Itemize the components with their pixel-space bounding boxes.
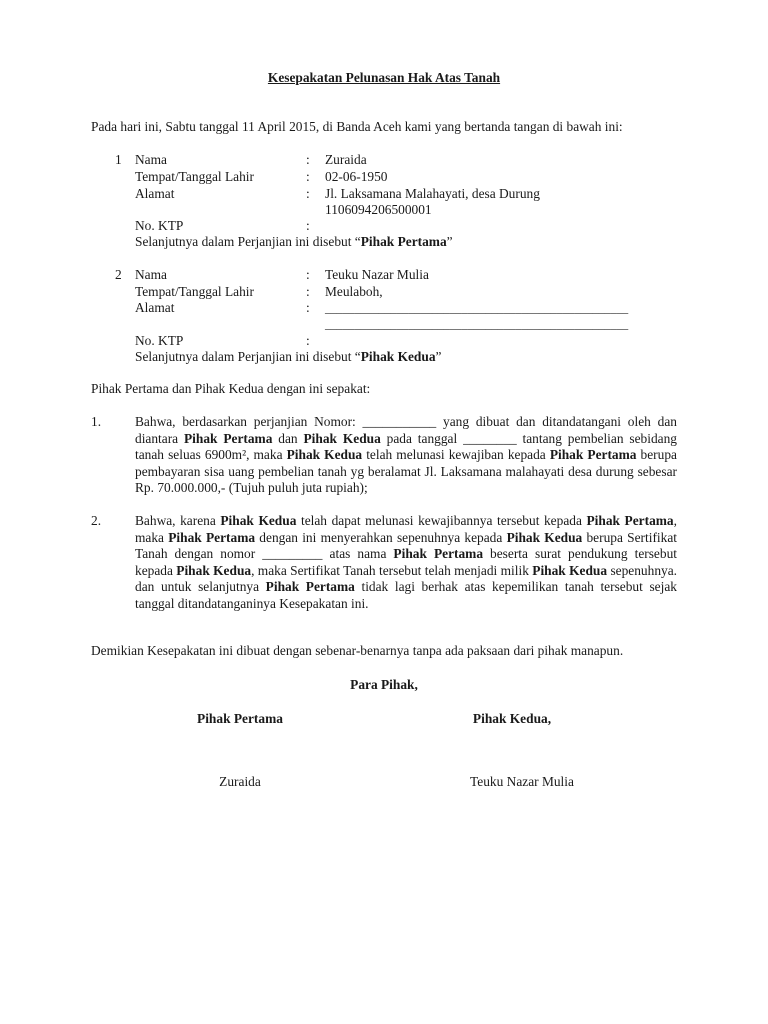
party-1-ttl-value: 02-06-1950	[325, 169, 388, 184]
clause-segment: sepenuhnya. dan untuk selanjutnya	[135, 562, 677, 595]
document-title: Kesepakatan Pelunasan Hak Atas Tanah	[267, 70, 501, 85]
party-reference: Pihak Kedua	[220, 513, 297, 528]
party-reference: Pihak Pertama	[586, 513, 674, 528]
clause-segment: pada tanggal ________ tantang pembelian sebidang tanah seluas 6900m², maka	[135, 430, 678, 463]
party-1-address-label: Alamat	[135, 186, 175, 201]
party-reference: Pihak Pertama	[168, 529, 256, 545]
clause-segment: , maka Sertifikat Tanah tersebut telah menjadi milik	[251, 562, 533, 578]
clause-segment: , maka	[135, 513, 677, 545]
clause-segment: dengan ini menyerahkan sepenuhnya kepada	[255, 529, 507, 545]
clause-1-text	[135, 414, 677, 497]
party-1-address-line-2: 1106094206500001	[325, 202, 432, 217]
party-reference: Pihak Kedua	[532, 562, 608, 578]
party-reference: Pihak Kedua	[176, 562, 252, 578]
party-1-name-label: Nama	[135, 152, 167, 167]
party-2-ttl-value: Meulaboh,	[325, 284, 383, 299]
party-1-ktp-label: No. KTP	[135, 218, 184, 233]
party-2-designation-name: Pihak Kedua	[360, 349, 436, 364]
clause-segment: tidak lagi berhak atas kepemilikan tanah tersebut sejak tanggal ditandatanganinya Kesepakatan ini.	[135, 579, 677, 611]
clause-2-number: 2.	[91, 513, 102, 528]
clause-segment: beserta surat pendukung tersebut kepada	[135, 546, 677, 578]
party-1-ktp-colon: :	[306, 218, 310, 233]
party-2-ktp-label: No. KTP	[135, 333, 184, 348]
para-pihak-heading: Para Pihak,	[350, 677, 418, 692]
party-2-ttl-label: Tempat/Tanggal Lahir	[135, 284, 254, 299]
agreement-intro: Pihak Pertama dan Pihak Kedua dengan ini sepakat:	[91, 381, 371, 396]
clause-segment: telah melunasi kewajiban kepada	[362, 447, 550, 463]
party-reference: Pihak Pertama	[183, 430, 273, 446]
signature-left-title: Pihak Pertama	[197, 711, 283, 726]
party-reference: Pihak Pertama	[549, 447, 637, 463]
clause-segment: Bahwa, karena	[135, 513, 221, 528]
party-1-address-line-1: Jl. Laksamana Malahayati, desa Durung	[325, 186, 540, 201]
party-2-name-colon: :	[306, 267, 310, 282]
party-2-ktp-colon: :	[306, 333, 310, 348]
party-1-name-value: Zuraida	[325, 152, 367, 167]
signature-right-title: Pihak Kedua,	[472, 711, 552, 726]
party-reference: Pihak Kedua	[303, 430, 381, 446]
clause-2-text	[135, 513, 677, 613]
party-2-address-label: Alamat	[135, 300, 175, 315]
signature-right-name: Teuku Nazar Mulia	[470, 774, 574, 789]
party-1-address-colon: :	[306, 186, 310, 201]
clause-segment: Bahwa, berdasarkan perjanjian Nomor: ___________ yang dibuat dan ditandatangani oleh dan diantara	[135, 414, 677, 446]
party-1-designation: Selanjutnya dalam Perjanjian ini disebut “Pihak Pertama”	[135, 234, 453, 249]
party-2-address-line-2: ___________________________________________________	[325, 317, 629, 331]
party-reference: Pihak Kedua	[506, 529, 583, 545]
party-1-designation-name: Pihak Pertama	[360, 234, 447, 249]
clause-segment: berupa pembayaran sisa uang pembelian tanah yg beralamat Jl. Laksamana malahayati desa durung sebesar Rp. 70.000.000,- (Tujuh puluh juta rupiah);	[135, 447, 677, 496]
party-2-ttl-colon: :	[306, 284, 310, 299]
party-2-designation: Selanjutnya dalam Perjanjian ini disebut “Pihak Kedua”	[135, 349, 442, 364]
party-2-name-value: Teuku Nazar Mulia	[325, 267, 429, 282]
clause-segment: berupa Sertifikat Tanah dengan nomor _________ atas nama	[135, 529, 677, 562]
signature-left-name: Zuraida	[219, 774, 261, 789]
clause-1-number: 1.	[91, 414, 102, 429]
party-2-number: 2	[115, 267, 122, 282]
party-1-name-colon: :	[306, 152, 310, 167]
intro-paragraph: Pada hari ini, Sabtu tanggal 11 April 2015, di Banda Aceh kami yang bertanda tangan di bawah ini:	[91, 119, 623, 134]
party-2-address-colon: :	[306, 300, 310, 315]
closing-statement: Demikian Kesepakatan ini dibuat dengan sebenar-benarnya tanpa ada paksaan dari pihak manapun.	[91, 643, 624, 658]
party-reference: Pihak Kedua	[286, 447, 363, 463]
party-reference: Pihak Pertama	[265, 579, 355, 595]
party-2-name-label: Nama	[135, 267, 167, 282]
clause-segment: telah dapat melunasi kewajibannya tersebut kepada	[296, 513, 587, 528]
party-reference: Pihak Pertama	[393, 546, 484, 562]
party-1-number: 1	[115, 152, 122, 167]
party-1-ttl-label: Tempat/Tanggal Lahir	[135, 169, 254, 184]
party-2-address-line-1: ___________________________________________________	[325, 301, 629, 315]
clause-segment: dan	[272, 430, 304, 446]
party-1-ttl-colon: :	[306, 169, 310, 184]
